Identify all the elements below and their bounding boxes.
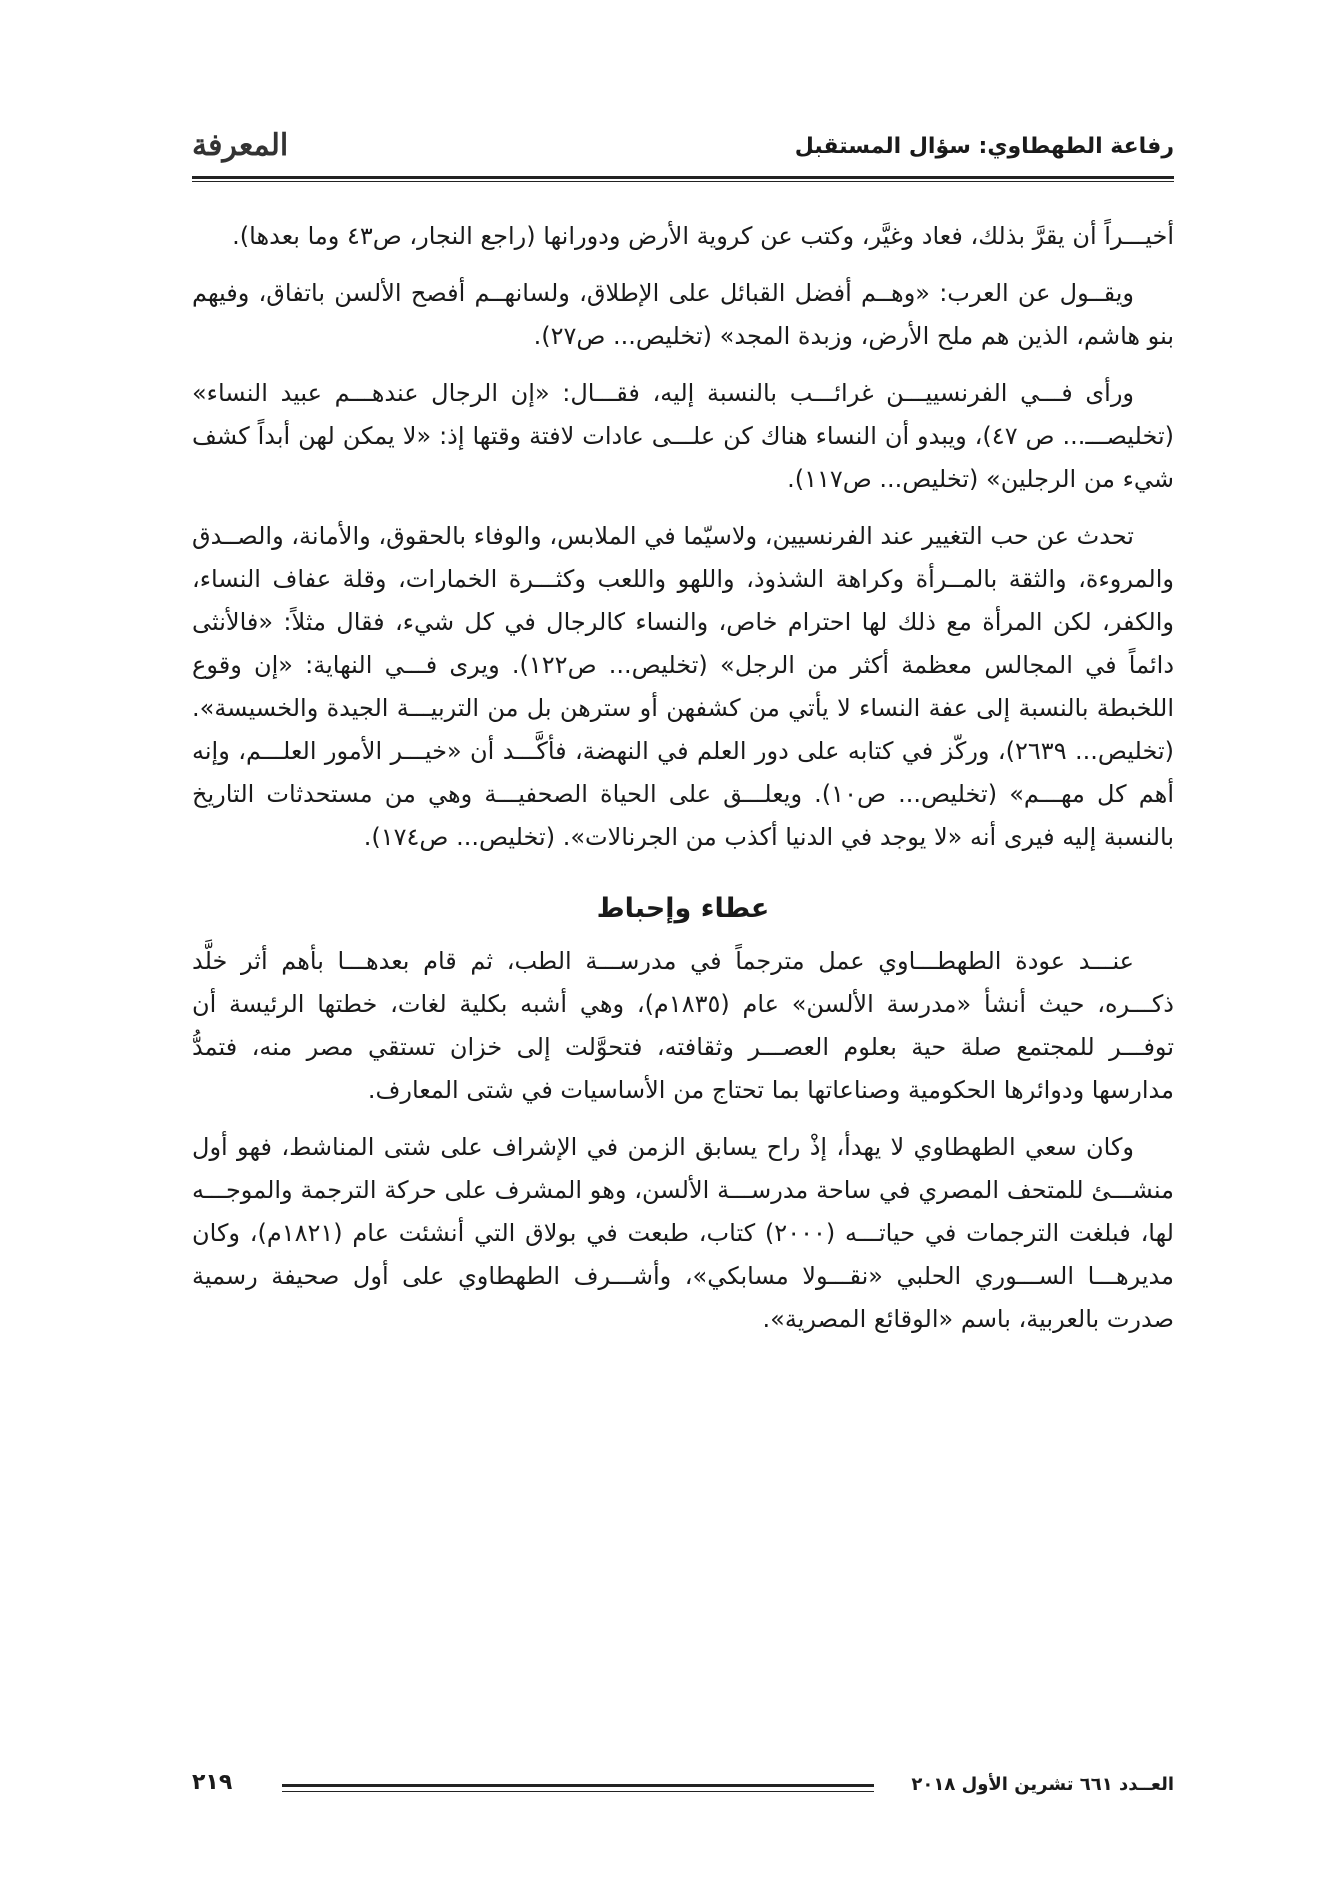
article-body [192, 215, 1174, 1355]
paragraph: عنـــد عودة الطهطـــاوي عمل مترجماً في مدرســـة الطب، ثم قام بعدهـــا بأهم أثر خلَّد ذكـــره، حيث أنشأ «مدرسة الألسن» عام (١٨٣٥م)، وهي أشبه بكلية لغات، خطتها الرئيسة أن توفـــر للمجتمع صلة حية بعلوم العصـــر وثقافته، فتحوَّلت إلى خزان تستقي مصر منه، فتمدُّ مدارسها ودوائرها الحكومية وصناعاتها بما تحتاج من الأساسيات في شتى المعارف. [192, 947, 1174, 1104]
page-number: ٢١٩ [192, 1770, 233, 1795]
header-divider [192, 176, 1174, 182]
paragraph: ورأى فـــي الفرنسييـــن غرائـــب بالنسبة إليه، فقـــال: «إن الرجال عندهـــم عبيد النساء» (تخليصـــ... ص ٤٧)، ويبدو أن النساء هناك كن علـــى عادات لافتة وقتها إذ: «لا يمكن لهن أبداً كشف شيء من الرجلين» (تخليص... ص١١٧). [192, 379, 1174, 493]
issue-label: العــدد ٦٦١ تشرين الأول ٢٠١٨ [911, 1774, 1174, 1795]
footer-divider [282, 1784, 874, 1792]
paragraph: ويقــول عن العرب: «وهــم أفضل القبائل على الإطلاق، ولسانهــم أفصح الألسن باتفاق، وفيهم بنو هاشم، الذين هم ملح الأرض، وزبدة المجد» (تخليص... ص٢٧). [192, 279, 1174, 350]
magazine-logo: المعرفة [192, 128, 289, 163]
page-footer [192, 1768, 1174, 1808]
page-header [192, 128, 1174, 180]
running-title: رفاعة الطهطاوي: سؤال المستقبل [794, 134, 1174, 159]
paragraph: أخيـــراً أن يقرَّ بذلك، فعاد وغيَّر، وكتب عن كروية الأرض ودورانها (راجع النجار، ص٤٣ وما بعدها). [232, 222, 1174, 250]
paragraph: تحدث عن حب التغيير عند الفرنسيين، ولاسيّما في الملابس، والوفاء بالحقوق، والأمانة، والصــدق والمروءة، والثقة بالمــرأة وكراهة الشذوذ، واللهو واللعب وكثـــرة الخمارات، وقلة عفاف النساء، والكفر، لكن المرأة مع ذلك لها احترام خاص، والنساء كالرجال في كل شيء، فقال مثلاً: «فالأنثى دائماً في المجالس معظمة أكثر من الرجل» (تخليص... ص١٢٢). ويرى فـــي النهاية: «إن وقوع اللخبطة بالنسبة إلى عفة النساء لا يأتي من كشفهن أو سترهن بل من التربيـــة الجيدة والخسيسة». (تخليص... ٢٦٣٩)، وركّز في كتابه على دور العلم في النهضة، فأكَّـــد أن «خيـــر الأمور العلـــم، وإنه أهم كل مهـــم» (تخليص... ص١٠). ويعلـــق على الحياة الصحفيـــة وهي من مستحدثات التاريخ بالنسبة إليه فيرى أنه «لا يوجد في الدنيا أكذب من الجرنالات». (تخليص... ص١٧٤). [192, 522, 1175, 851]
paragraph: وكان سعي الطهطاوي لا يهدأ، إذْ راح يسابق الزمن في الإشراف على شتى المناشط، فهو أول منشـــئ للمتحف المصري في ساحة مدرســـة الألسن، وهو المشرف على حركة الترجمة والموجـــه لها، فبلغت الترجمات في حياتـــه (٢٠٠٠) كتاب، طبعت في بولاق التي أنشئت عام (١٨٢١م)، وكان مديرهـــا الســـوري الحلبي «نقـــولا مسابكي»، وأشـــرف الطهطاوي على أول صحيفة رسمية صدرت بالعربية، باسم «الوقائع المصرية». [192, 1133, 1174, 1333]
section-heading: عطاء وإحباط [596, 893, 770, 924]
